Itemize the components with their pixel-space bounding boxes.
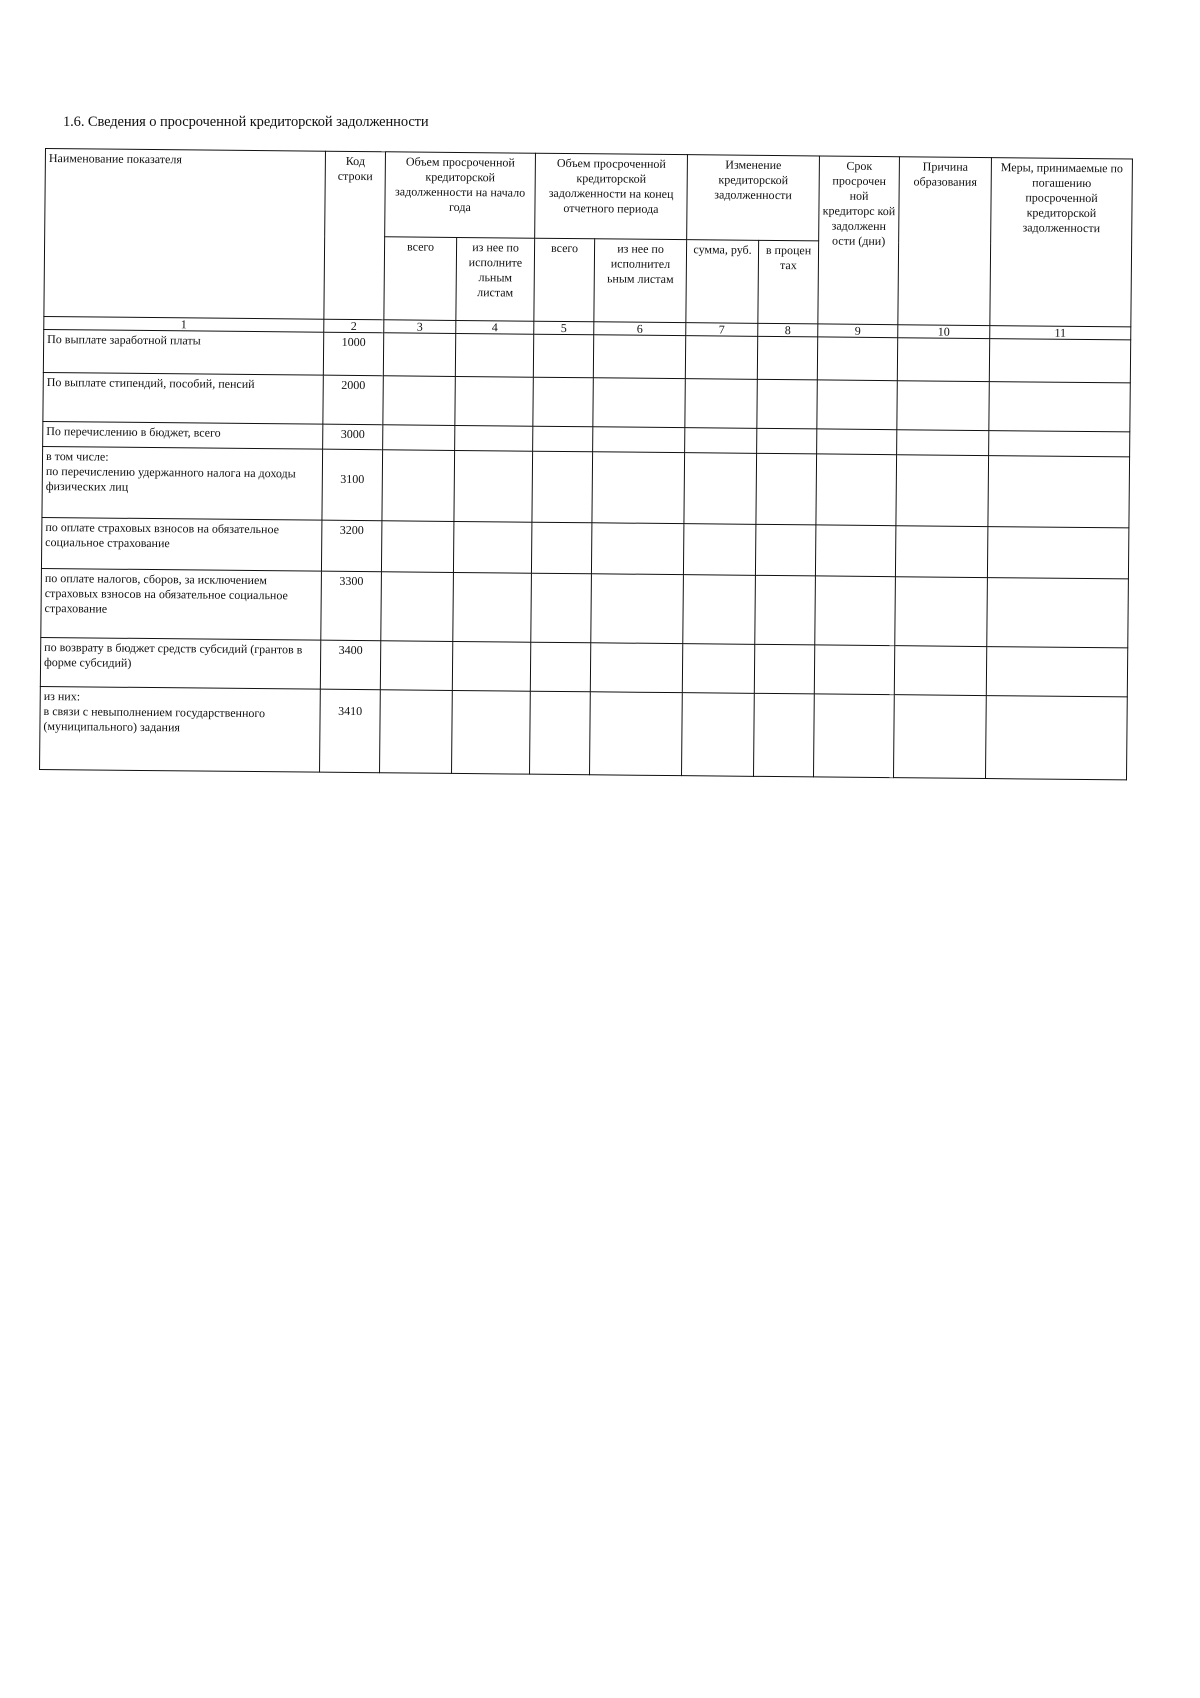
column-number: 8 (758, 323, 818, 337)
table-cell (382, 450, 455, 522)
table-cell (685, 428, 757, 454)
header-reason: Причина образования (898, 157, 992, 326)
table-cell (815, 576, 896, 646)
table-row (42, 446, 1130, 527)
header-change: Изменение кредиторской задолженности (687, 155, 820, 241)
row-code: 3100 (322, 449, 383, 521)
row-code: 3200 (321, 520, 381, 572)
row-name: по возврату в бюджет средств субсидий (грантов в форме субсидий) (40, 637, 320, 689)
column-number: 3 (384, 320, 456, 334)
table-cell (530, 642, 590, 692)
table-cell (896, 455, 989, 527)
table-cell (685, 336, 757, 380)
table-cell (755, 524, 815, 576)
row-code: 3000 (323, 424, 383, 450)
table-cell (684, 453, 757, 525)
subheader-sum: сумма, руб. (686, 240, 759, 324)
table-cell (817, 429, 897, 455)
table-cell (756, 453, 817, 525)
row-code: 1000 (323, 332, 383, 376)
table-cell (986, 647, 1127, 697)
column-number: 10 (898, 325, 990, 339)
table-cell (897, 381, 989, 431)
page-title: 1.6. Сведения о просроченной кредиторской задолженности (63, 114, 429, 130)
table-cell (814, 694, 895, 778)
table-cell (590, 643, 682, 693)
column-number: 6 (594, 322, 686, 336)
row-name: в том числе: по перечислению удержанного налога на доходы физических лиц (42, 446, 323, 520)
table-cell (383, 376, 455, 426)
table-cell (816, 454, 897, 526)
table-cell (533, 377, 593, 427)
column-number: 4 (456, 320, 534, 334)
table-cell (455, 333, 533, 377)
table-cell (593, 378, 685, 428)
column-number: 2 (324, 319, 384, 333)
table-cell (380, 641, 452, 691)
table-cell (897, 338, 989, 382)
header-volume-begin: Объем просроченной кредиторской задолженности на начало года (385, 152, 536, 238)
table-cell (895, 526, 987, 578)
column-number: 1 (44, 316, 324, 332)
table-cell (454, 450, 533, 522)
table-cell (531, 522, 591, 574)
column-number: 11 (990, 326, 1131, 340)
column-number: 9 (818, 324, 898, 338)
header-volume-end: Объем просроченной кредиторской задолженности на конец отчетного периода (535, 153, 688, 239)
header-row-code: Код строки (324, 151, 386, 320)
table-cell (683, 524, 755, 576)
subheader-total-begin: всего (384, 237, 457, 321)
table-cell (987, 527, 1128, 579)
table-row (40, 686, 1128, 779)
table-cell (683, 575, 756, 645)
table-cell (895, 577, 988, 647)
table-cell (988, 456, 1130, 528)
header-measures: Меры, принимаемые по погашению просроченной кредиторской задолженности (990, 158, 1133, 327)
table-cell (986, 696, 1128, 780)
table-cell (989, 382, 1130, 432)
column-number: 7 (686, 323, 758, 337)
table-cell (754, 693, 815, 777)
table-cell (815, 525, 895, 577)
header-indicator-name: Наименование показателя (44, 149, 326, 320)
row-code: 3400 (320, 640, 380, 690)
table-cell (754, 644, 814, 694)
table-cell (383, 425, 455, 451)
table-cell (455, 376, 533, 426)
header-overdue-term: Срок просрочен ной кредиторс кой задолженн ости (дни) (818, 156, 900, 325)
table-cell (757, 379, 817, 429)
row-name: По перечислению в бюджет, всего (43, 421, 323, 449)
subheader-exec-begin: из нее по исполните льным листам (456, 237, 535, 321)
table-cell (897, 430, 989, 456)
table-cell (989, 431, 1130, 457)
table-cell (530, 691, 591, 775)
table-row (41, 568, 1129, 647)
row-name: по оплате страховых взносов на обязательное социальное страхование (41, 517, 321, 571)
table-cell (452, 690, 531, 774)
table-cell (531, 573, 592, 643)
table-cell (592, 452, 685, 524)
row-code: 2000 (323, 375, 383, 425)
table-cell (453, 572, 532, 642)
subheader-exec-end: из нее по исполнител ьным листам (594, 239, 687, 323)
table-cell (685, 379, 757, 429)
table-cell (755, 575, 816, 645)
table-cell (591, 523, 683, 575)
overdue-payables-table (39, 148, 1133, 780)
row-code: 3410 (320, 689, 381, 773)
row-name: По выплате стипендий, пособий, пенсий (43, 372, 323, 424)
table-cell (381, 572, 454, 642)
table-cell (533, 426, 593, 452)
table-cell (817, 337, 897, 381)
table-cell (682, 644, 754, 694)
row-name: из них: в связи с невыполнением государственного (муниципального) задания (40, 686, 321, 772)
table-cell (455, 425, 533, 451)
table-cell (989, 339, 1130, 383)
table-cell (593, 427, 685, 453)
table-cell (757, 428, 817, 454)
row-code: 3300 (321, 571, 382, 641)
table-cell (532, 451, 593, 523)
table-cell (757, 336, 817, 380)
table-cell (452, 641, 530, 691)
table-cell (383, 333, 455, 377)
table-cell (987, 578, 1129, 648)
table-cell (593, 335, 685, 379)
table-cell (590, 692, 683, 776)
table-cell (894, 695, 987, 779)
table-cell (591, 574, 684, 644)
row-name: по оплате налогов, сборов, за исключением страховых взносов на обязательное социальное страхование (41, 568, 322, 640)
header-row (45, 149, 1133, 244)
row-name: По выплате заработной платы (43, 329, 323, 375)
table-cell (453, 521, 532, 573)
table-cell (817, 380, 897, 430)
table-cell (380, 690, 453, 774)
column-number: 5 (534, 321, 594, 335)
subheader-percent: в процен тах (758, 240, 819, 324)
table-cell (814, 645, 894, 695)
table-cell (533, 334, 593, 378)
table-cell (381, 521, 453, 573)
subheader-total-end: всего (534, 238, 595, 322)
table-cell (682, 693, 755, 777)
table-cell (894, 646, 986, 696)
